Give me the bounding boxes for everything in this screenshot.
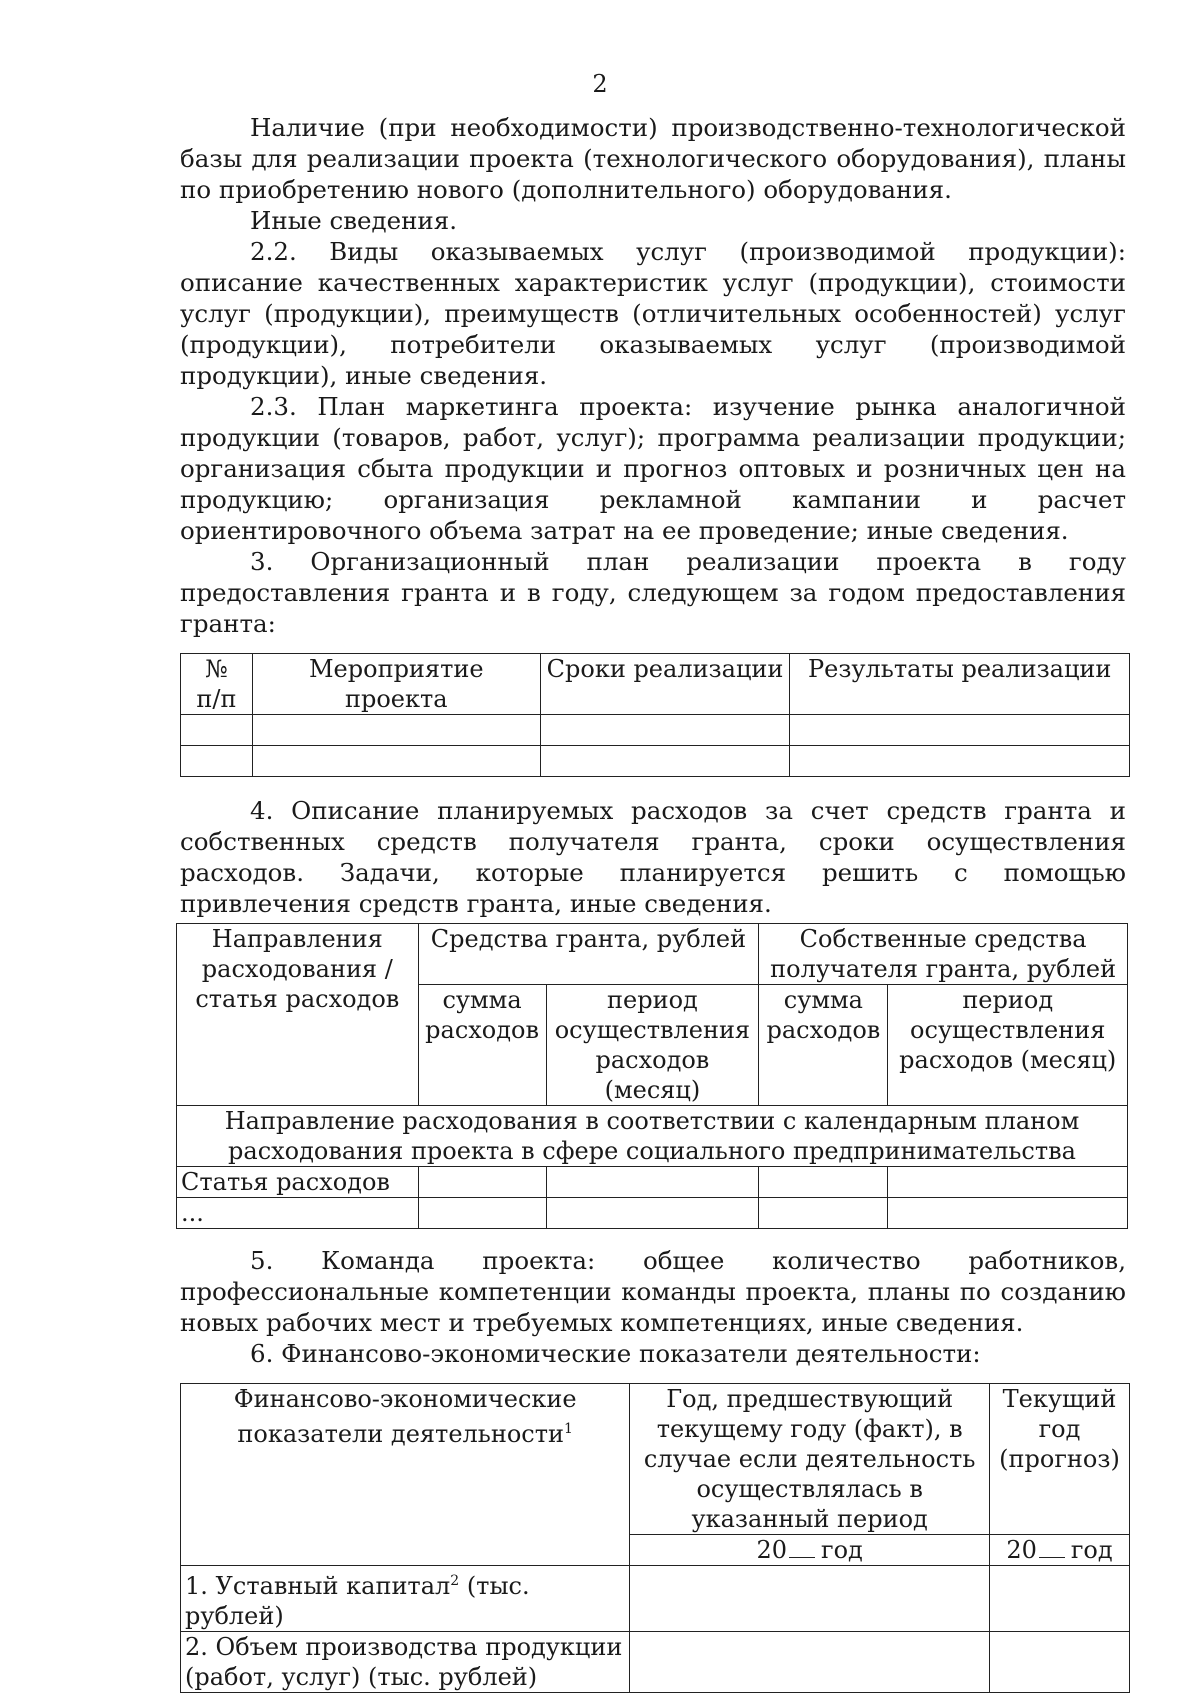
year-blank xyxy=(789,1535,815,1558)
year-word: год xyxy=(821,1536,863,1564)
paragraph-equipment: Наличие (при необходимости) производственно-технологической базы для реализации проекта (технологического оборудования), планы по приобретению нового (дополнительного) оборудования. xyxy=(180,113,1126,204)
table-row xyxy=(177,1167,1128,1198)
col-header-direction: Направления расходования / статья расходов xyxy=(177,924,419,1106)
col-header-indicators-text: Финансово-экономические показатели деятельности xyxy=(233,1385,577,1448)
col-header-sum-grant: сумма расходов xyxy=(418,985,546,1106)
table-row xyxy=(181,654,1130,715)
col-header-period-grant: период осуществления расходов (месяц) xyxy=(546,985,759,1106)
col-header-prev-year: Год, предшествующий текущему году (факт), в случае если деятельность осуществлялась в указанный период xyxy=(630,1384,990,1535)
paragraph-other-info: Иные сведения. xyxy=(250,206,457,235)
table-cell xyxy=(990,1566,1130,1632)
table-cell xyxy=(540,715,790,746)
org-plan-table xyxy=(180,653,1130,777)
paragraph-2-2-services: 2.2. Виды оказываемых услуг (производимой продукции): описание качественных характеристик услуг (продукции), стоимости услуг (продукции), преимуществ (отличительных особенностей) услуг (продукции), потребители оказываемых услуг (производимой продукции), иные сведения. xyxy=(180,237,1126,390)
span-row-direction: Направление расходования в соответствии с календарным планом расходования проекта в сфере социального предпринимательства xyxy=(177,1106,1128,1167)
footnote-ref-1: 1 xyxy=(564,1421,573,1437)
col-header-results: Результаты реализации xyxy=(790,654,1130,715)
indicators-table xyxy=(180,1383,1130,1693)
table-cell xyxy=(418,1167,546,1198)
table-row xyxy=(181,1384,1130,1535)
table-cell xyxy=(181,746,253,777)
col-header-terms: Сроки реализации xyxy=(540,654,790,715)
table-cell xyxy=(990,1632,1130,1693)
row-label-more: ... xyxy=(177,1198,419,1229)
table-row xyxy=(181,1566,1130,1632)
table-cell xyxy=(418,1198,546,1229)
prev-year-field xyxy=(630,1535,990,1566)
table-cell xyxy=(759,1167,888,1198)
table-cell xyxy=(181,715,253,746)
row-production-volume: 2. Объем производства продукции (работ, услуг) (тыс. рублей) xyxy=(181,1632,630,1693)
table-cell xyxy=(546,1167,759,1198)
table-row xyxy=(177,1106,1128,1167)
table-cell xyxy=(888,1167,1128,1198)
table-row xyxy=(177,924,1128,985)
year-word: год xyxy=(1070,1536,1113,1564)
paragraph-3-org-plan: 3. Организационный план реализации проекта в году предоставления гранта и в году, следующем за годом предоставления гранта: xyxy=(180,547,1126,638)
table-cell xyxy=(252,746,540,777)
table-cell xyxy=(790,746,1130,777)
table-cell xyxy=(888,1198,1128,1229)
table-cell xyxy=(546,1198,759,1229)
table-cell xyxy=(790,715,1130,746)
col-header-event: Мероприятие проекта xyxy=(252,654,540,715)
col-header-own: Собственные средства получателя гранта, рублей xyxy=(759,924,1128,985)
row1-unit: (тыс. рублей) xyxy=(185,1572,530,1630)
row-authorized-capital xyxy=(181,1566,630,1632)
col-header-num-line2: п/п xyxy=(196,685,237,713)
year-prefix: 20 xyxy=(756,1536,788,1564)
col-header-indicators xyxy=(181,1384,630,1566)
year-blank xyxy=(1039,1535,1065,1558)
row-label-item: Статья расходов xyxy=(177,1167,419,1198)
paragraph-5-team: 5. Команда проекта: общее количество работников, профессиональные компетенции команды проекта, планы по созданию новых рабочих мест и требуемых компетенциях, иные сведения. xyxy=(180,1246,1126,1337)
year-prefix: 20 xyxy=(1006,1536,1037,1564)
table-cell xyxy=(540,746,790,777)
table-cell xyxy=(630,1632,990,1693)
expenses-table xyxy=(176,923,1128,1229)
col-header-current-year: Текущий год (прогноз) xyxy=(990,1384,1130,1535)
paragraph-4-expenses: 4. Описание планируемых расходов за счет средств гранта и собственных средств получателя гранта, сроки осуществления расходов. Задачи, которые планируется решить с помощью привлечения средств гранта, иные сведения. xyxy=(180,796,1126,918)
col-header-grant: Средства гранта, рублей xyxy=(418,924,759,985)
table-row xyxy=(177,1198,1128,1229)
table-row xyxy=(181,1632,1130,1693)
table-row xyxy=(181,746,1130,777)
table-cell xyxy=(252,715,540,746)
page-number: 2 xyxy=(592,70,608,98)
current-year-field xyxy=(990,1535,1130,1566)
table-cell xyxy=(630,1566,990,1632)
footnote-ref-2: 2 xyxy=(450,1573,460,1589)
paragraph-2-3-marketing: 2.3. План маркетинга проекта: изучение рынка аналогичной продукции (товаров, работ, услуг); программа реализации продукции; организация сбыта продукции и прогноз оптовых и розничных цен на продукцию; организация рекламной кампании и расчет ориентировочного объема затрат на ее проведение; иные сведения. xyxy=(180,392,1126,545)
table-cell xyxy=(759,1198,888,1229)
row1-label: 1. Уставный капитал xyxy=(185,1572,451,1600)
paragraph-6-indicators: 6. Финансово-экономические показатели деятельности: xyxy=(250,1339,981,1368)
document-body xyxy=(180,112,1126,1693)
col-header-period-own: период осуществления расходов (месяц) xyxy=(888,985,1128,1106)
col-header-sum-own: сумма расходов xyxy=(759,985,888,1106)
col-header-num-line1: № xyxy=(205,655,228,683)
col-header-num xyxy=(181,654,253,715)
table-row xyxy=(181,715,1130,746)
